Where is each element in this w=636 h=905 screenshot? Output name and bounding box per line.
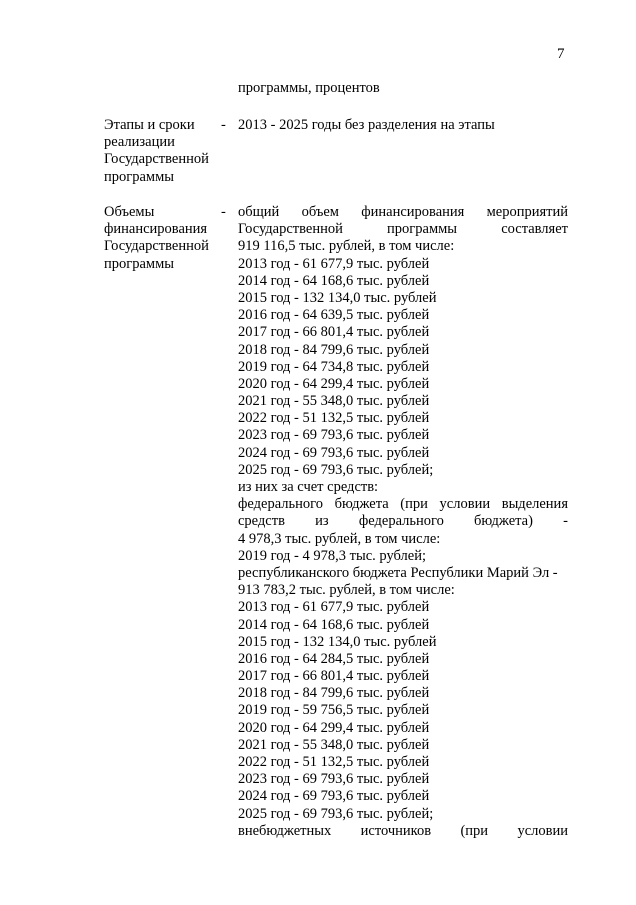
- continuation-line: программы, процентов: [238, 80, 380, 96]
- content-line: из них за счет средств:: [238, 479, 379, 495]
- content-line: 2022 год - 51 132,5 тыс. рублей: [238, 410, 430, 427]
- content-line: 2019 год - 59 756,5 тыс. рублей: [238, 702, 430, 719]
- content-line: 2020 год - 64 299,4 тыс. рублей: [238, 719, 430, 736]
- content-line: 2025 год - 69 793,6 тыс. рублей;: [238, 461, 434, 478]
- row-label-line: Объемы: [104, 204, 155, 220]
- content-line: 2017 год - 66 801,4 тыс. рублей: [238, 668, 430, 685]
- content-line: 2020 год - 64 299,4 тыс. рублей: [238, 375, 430, 392]
- content-line: федерального бюджета (при условии выделения: [238, 496, 568, 513]
- content-line: 2025 год - 69 793,6 тыс. рублей;: [238, 805, 434, 822]
- content-line: 2022 год - 51 132,5 тыс. рублей: [238, 754, 430, 770]
- content-line: 2015 год - 132 134,0 тыс. рублей: [238, 289, 437, 306]
- content-line: 2013 год - 61 677,9 тыс. рублей: [238, 255, 430, 272]
- row-label-line: Государственной: [104, 238, 209, 255]
- content-line: 2024 год - 69 793,6 тыс. рублей: [238, 788, 430, 805]
- content-line: 2017 год - 66 801,4 тыс. рублей: [238, 324, 430, 341]
- content-line: средств из федерального бюджета) -: [238, 513, 568, 530]
- content-line: 2014 год - 64 168,6 тыс. рублей: [238, 272, 430, 289]
- content-line: 2021 год - 55 348,0 тыс. рублей: [238, 393, 430, 410]
- funding-dash: -: [221, 204, 226, 220]
- row-label-line: Этапы и сроки: [104, 117, 195, 133]
- content-line: 2014 год - 64 168,6 тыс. рублей: [238, 616, 430, 633]
- content-line: внебюджетных источников (при условии: [238, 822, 568, 839]
- content-line: 2024 год - 69 793,6 тыс. рублей: [238, 444, 430, 461]
- funding-content: [238, 204, 568, 840]
- content-line: 4 978,3 тыс. рублей, в том числе:: [238, 530, 441, 547]
- row-label-line: финансирования: [104, 221, 208, 238]
- content-line: 2018 год - 84 799,6 тыс. рублей: [238, 341, 430, 358]
- content-line: 2013 - 2025 годы без разделения на этапы: [238, 117, 495, 133]
- row-label-line: программы: [104, 255, 174, 272]
- row-label-line: программы: [104, 168, 174, 185]
- content-line: 2023 год - 69 793,6 тыс. рублей: [238, 771, 430, 788]
- stages-dash: -: [221, 117, 226, 133]
- content-line: 919 116,5 тыс. рублей, в том числе:: [238, 238, 455, 255]
- content-line: 2018 год - 84 799,6 тыс. рублей: [238, 685, 430, 702]
- content-line: 2016 год - 64 284,5 тыс. рублей: [238, 650, 430, 667]
- content-line: Государственной программы составляет: [238, 221, 568, 238]
- content-line: 2019 год - 4 978,3 тыс. рублей;: [238, 547, 426, 564]
- stages-content: [238, 117, 568, 134]
- row-label-line: реализации: [104, 134, 175, 151]
- content-line: 2023 год - 69 793,6 тыс. рублей: [238, 427, 430, 444]
- content-line: 2015 год - 132 134,0 тыс. рублей: [238, 633, 437, 650]
- content-line: 2021 год - 55 348,0 тыс. рублей: [238, 736, 430, 753]
- stages-label: [104, 117, 220, 186]
- content-line: общий объем финансирования мероприятий: [238, 204, 568, 220]
- continuation-text: [238, 80, 568, 97]
- content-line: 913 783,2 тыс. рублей, в том числе:: [238, 582, 455, 599]
- funding-label: [104, 204, 220, 273]
- page-number: 7: [557, 46, 565, 62]
- content-line: 2013 год - 61 677,9 тыс. рублей: [238, 599, 430, 616]
- row-label-line: Государственной: [104, 151, 209, 168]
- content-line: 2019 год - 64 734,8 тыс. рублей: [238, 358, 430, 375]
- content-line: республиканского бюджета Республики Марий Эл -: [238, 564, 558, 581]
- content-line: 2016 год - 64 639,5 тыс. рублей: [238, 307, 430, 324]
